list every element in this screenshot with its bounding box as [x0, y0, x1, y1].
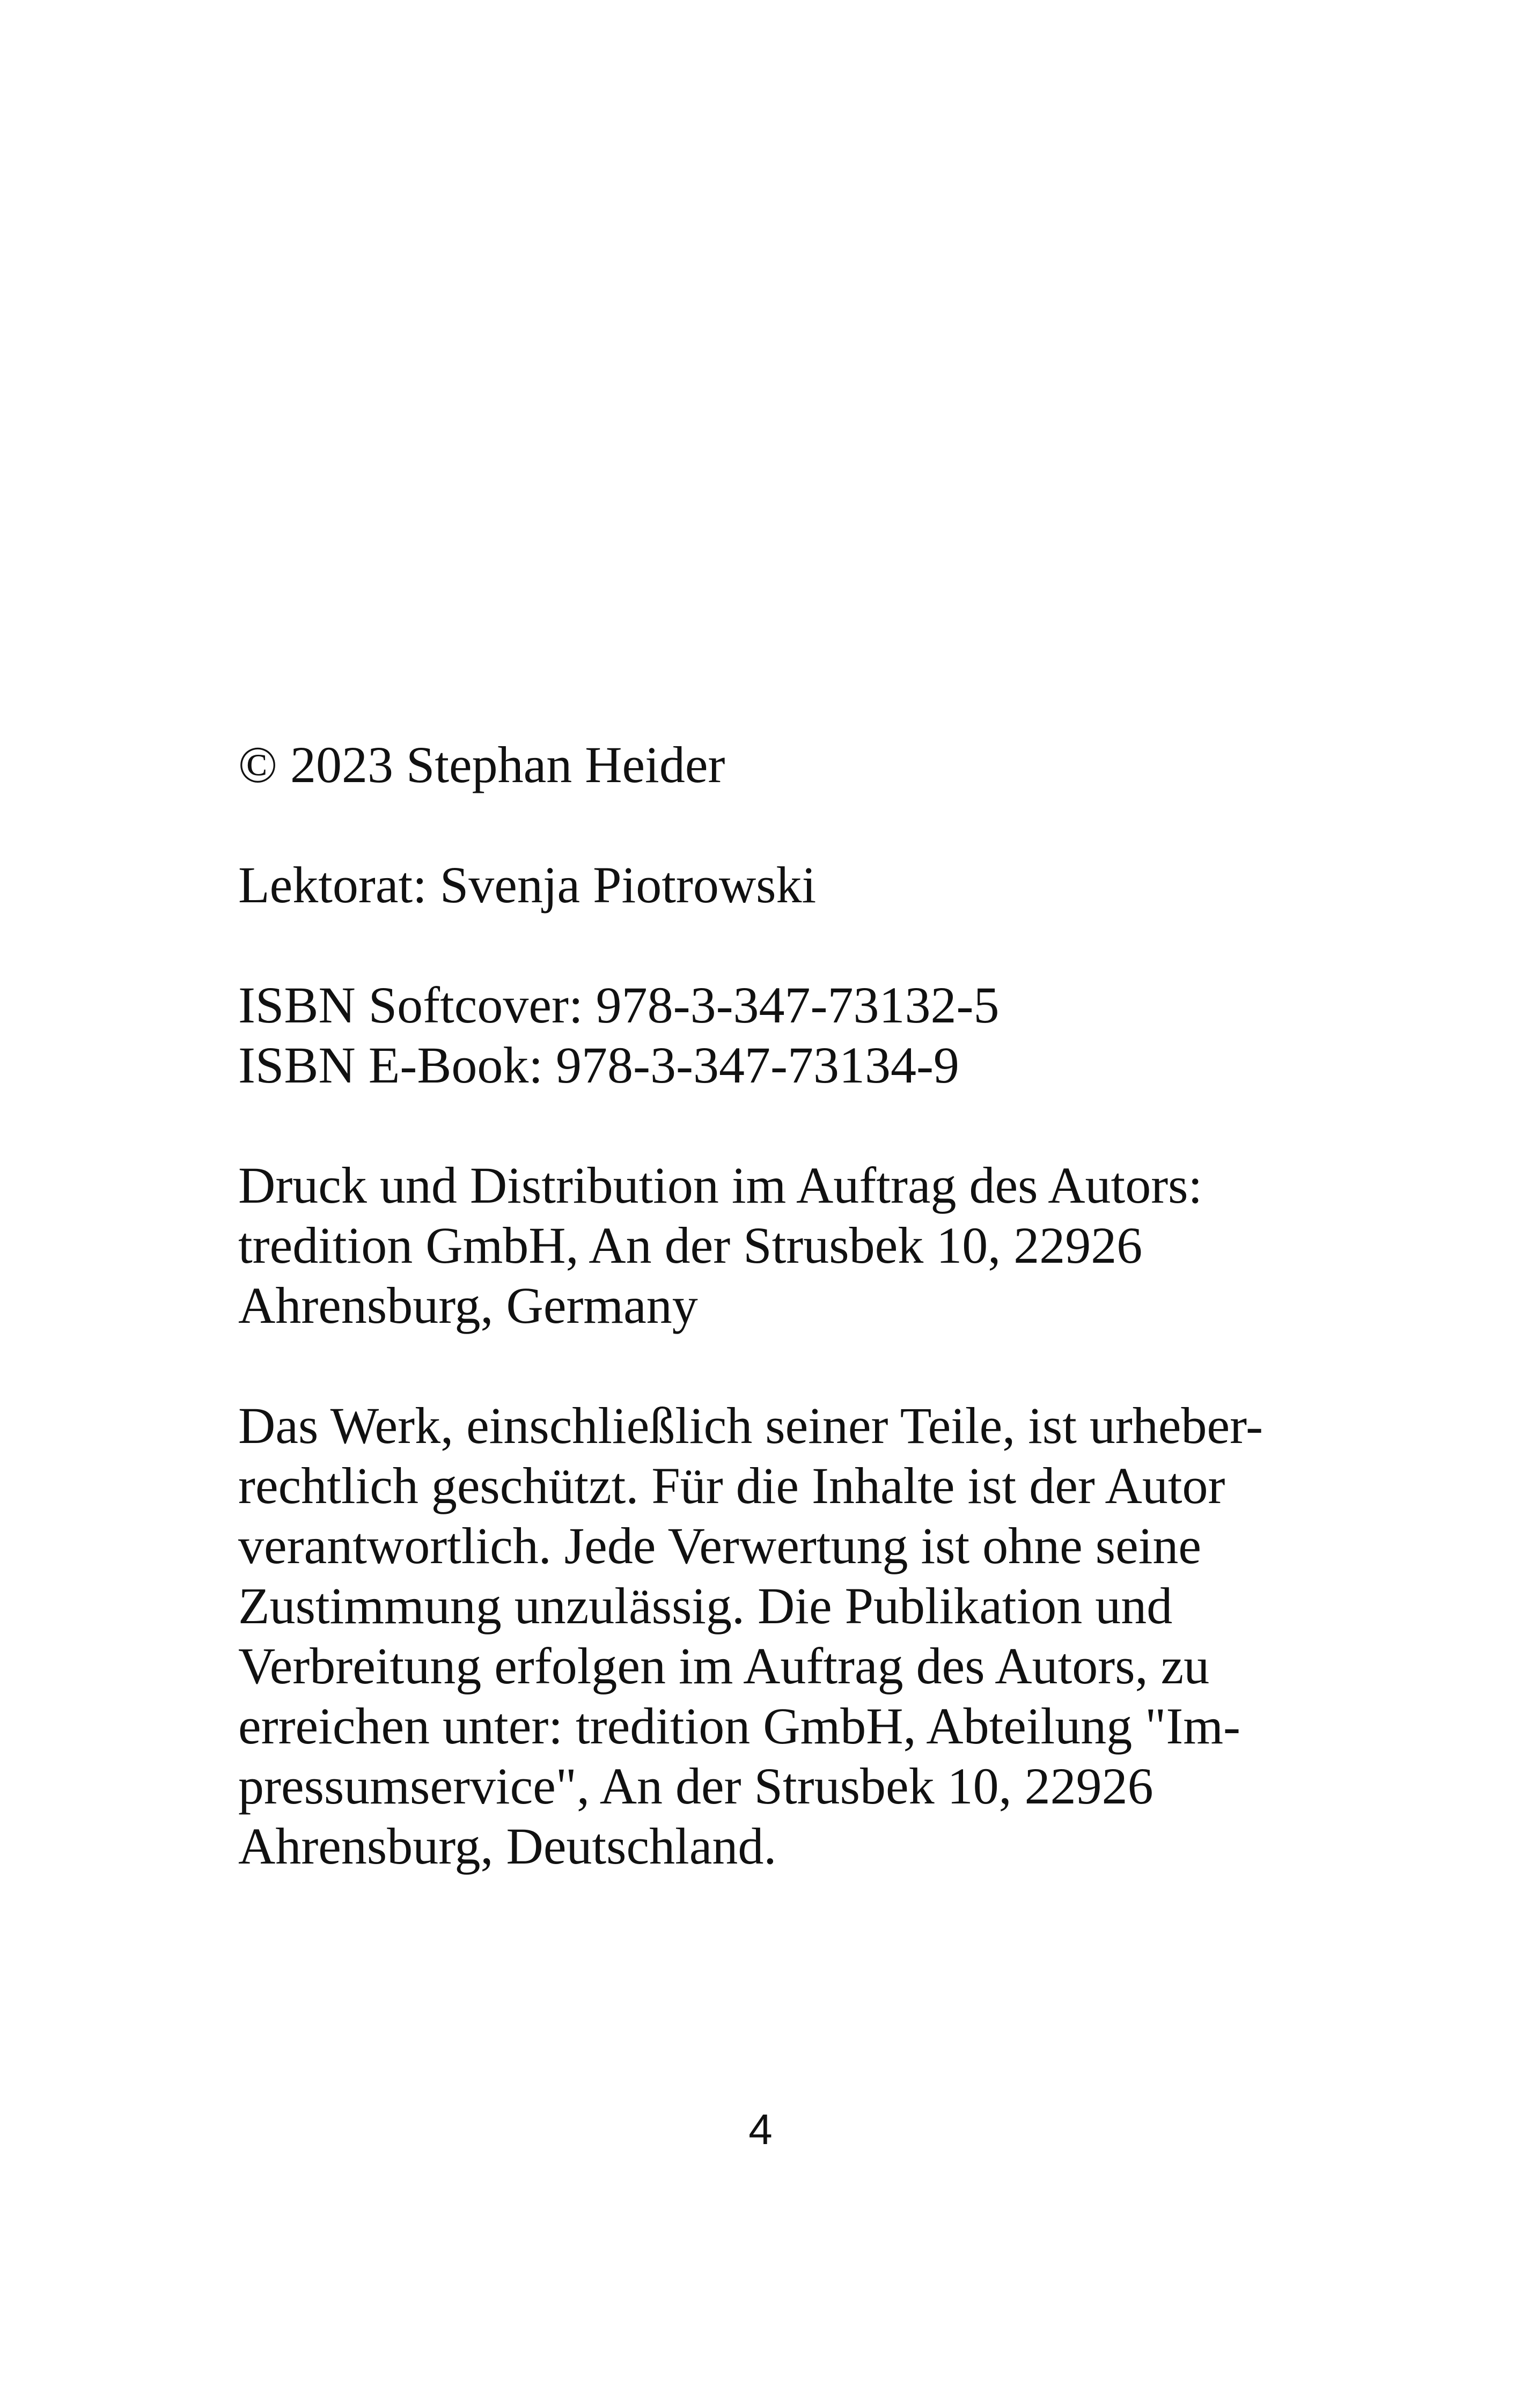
legal-notice-line: erreichen unter: tredition GmbH, Abteilung "Im- [238, 1697, 1241, 1755]
legal-notice-line: Verbreitung erfolgen im Auftrag des Autors, zu [238, 1637, 1210, 1695]
legal-notice-line: Das Werk, einschließlich seiner Teile, ist urheber- [238, 1397, 1263, 1454]
editing-block [238, 855, 1311, 915]
distribution-line: tredition GmbH, An der Strusbek 10, 22926 [238, 1217, 1143, 1274]
isbn-block [238, 975, 1311, 1095]
isbn-ebook-line: ISBN E-Book: 978-3-347-73134-9 [238, 1036, 959, 1094]
legal-notice-line: Zustimmung unzulässig. Die Publikation und [238, 1577, 1173, 1634]
editor-line: Lektorat: Svenja Piotrowski [238, 856, 817, 914]
legal-notice-line: rechtlich geschützt. Für die Inhalte ist der Autor [238, 1457, 1225, 1514]
legal-notice-block [238, 1396, 1311, 1876]
legal-notice-line: pressumservice", An der Strusbek 10, 22926 [238, 1757, 1153, 1815]
isbn-softcover-line: ISBN Softcover: 978-3-347-73132-5 [238, 976, 1000, 1034]
imprint-section [238, 735, 1311, 1936]
distribution-block [238, 1155, 1311, 1336]
copyright-block [238, 735, 1311, 795]
legal-notice-line: verantwortlich. Jede Verwertung ist ohne seine [238, 1517, 1202, 1574]
page-number: 4 [748, 2105, 773, 2153]
legal-notice-line: Ahrensburg, Deutschland. [238, 1817, 777, 1875]
distribution-line: Ahrensburg, Germany [238, 1277, 698, 1334]
distribution-line: Druck und Distribution im Auftrag des Autors: [238, 1157, 1203, 1214]
copyright-line: © 2023 Stephan Heider [238, 736, 725, 793]
